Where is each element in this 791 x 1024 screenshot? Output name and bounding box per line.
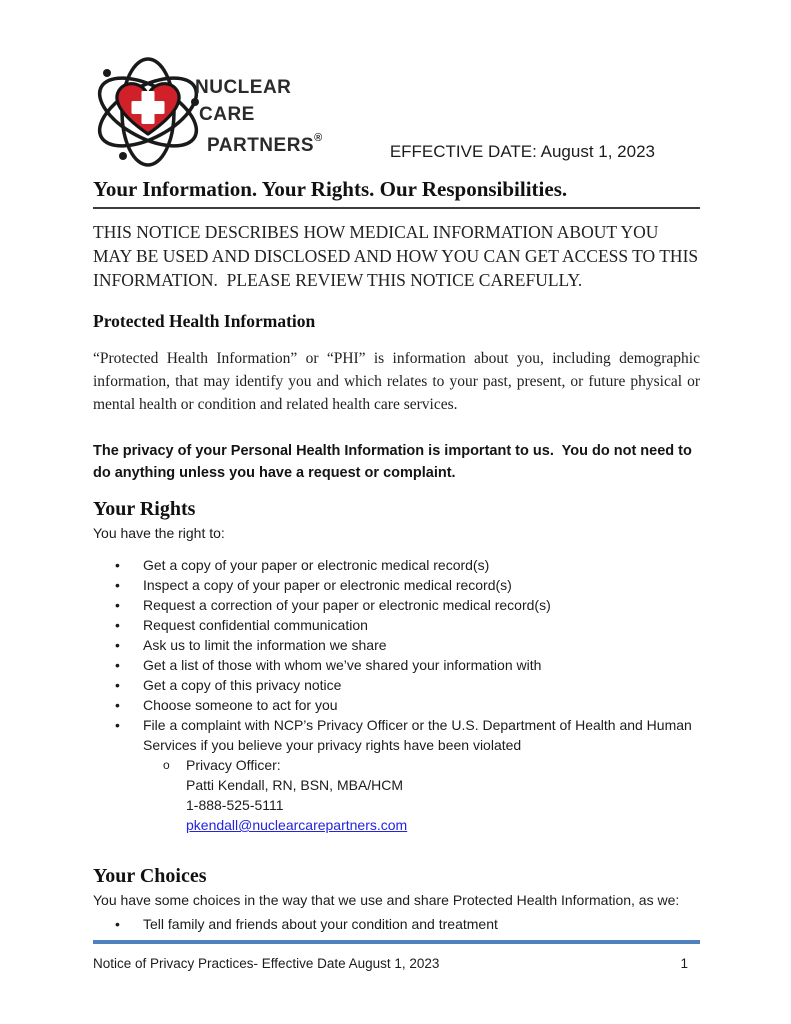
list-item: • Ask us to limit the information we share bbox=[115, 637, 387, 653]
nuclear-care-partners-logo bbox=[93, 55, 203, 168]
your-rights-heading: Your Rights bbox=[93, 498, 196, 520]
your-rights-list bbox=[93, 555, 700, 755]
list-item: • Request a correction of your paper or electronic medical record(s) bbox=[115, 597, 551, 613]
phi-paragraph: “Protected Health Information” or “PHI” is information about you, including demographic information, that may identify you and which relates to your past, present, or future physical or mental health or condition and related health care services. bbox=[93, 350, 700, 413]
list-item: • Get a copy of this privacy notice bbox=[115, 677, 342, 693]
sub-bullet-icon: o bbox=[163, 758, 170, 772]
bullet-icon: • bbox=[115, 717, 120, 733]
bullet-icon: • bbox=[115, 617, 120, 633]
privacy-officer-block bbox=[93, 755, 700, 835]
your-rights-intro: You have the right to: bbox=[93, 525, 225, 541]
brand-line-1: nuclear bbox=[195, 69, 292, 99]
your-choices-intro: You have some choices in the way that we use and share Protected Health Information, as we: bbox=[93, 892, 680, 908]
brand-line-3: partners® bbox=[207, 127, 323, 157]
page-number: 1 bbox=[680, 956, 688, 971]
effective-date: EFFECTIVE DATE: August 1, 2023 bbox=[389, 142, 655, 161]
list-item: • File a complaint with NCP’s Privacy Officer or the U.S. Department of Health and Human Services if you believe your privacy rights have been violated bbox=[115, 717, 692, 753]
page-title: Your Information. Your Rights. Our Responsibilities. bbox=[93, 176, 700, 209]
bullet-icon: • bbox=[115, 597, 120, 613]
privacy-officer-email-link[interactable]: pkendall@nuclearcarepartners.com bbox=[186, 817, 408, 833]
list-item: • Get a copy of your paper or electronic medical record(s) bbox=[115, 557, 490, 573]
footer-divider bbox=[93, 940, 700, 944]
page-footer bbox=[93, 940, 700, 971]
bullet-icon: • bbox=[115, 657, 120, 673]
brand bbox=[93, 55, 322, 168]
list-item: • Request confidential communication bbox=[115, 617, 368, 633]
list-item: • Tell family and friends about your condition and treatment bbox=[115, 916, 498, 932]
bullet-icon: • bbox=[115, 677, 120, 693]
registered-trademark: ® bbox=[314, 132, 323, 144]
hipaa-notice-statement: THIS NOTICE DESCRIBES HOW MEDICAL INFORMATION ABOUT YOU MAY BE USED AND DISCLOSED AND HOW YOU CAN GET ACCESS TO THIS INFORMATION. PLEASE REVIEW THIS NOTICE CAREFULLY. bbox=[93, 222, 703, 290]
list-item: • Inspect a copy of your paper or electronic medical record(s) bbox=[115, 577, 512, 593]
bullet-icon: • bbox=[115, 577, 120, 593]
brand-wordmark bbox=[195, 71, 322, 156]
bullet-icon: • bbox=[115, 697, 120, 713]
bullet-icon: • bbox=[115, 916, 120, 932]
document-header bbox=[93, 55, 700, 168]
bullet-icon: • bbox=[115, 637, 120, 653]
privacy-note: The privacy of your Personal Health Information is important to us. You do not need to do anything unless you have a request or complaint. bbox=[93, 443, 696, 481]
privacy-officer-phone: 1-888-525-5111 bbox=[186, 797, 284, 813]
phi-heading: Protected Health Information bbox=[93, 311, 316, 331]
brand-line-2: care bbox=[199, 96, 255, 126]
your-choices-heading: Your Choices bbox=[93, 865, 207, 887]
privacy-officer-name: Patti Kendall, RN, BSN, MBA/HCM bbox=[186, 777, 404, 793]
privacy-officer-label: Privacy Officer: bbox=[186, 757, 281, 773]
bullet-icon: • bbox=[115, 557, 120, 573]
footer-text: Notice of Privacy Practices- Effective Date August 1, 2023 bbox=[93, 956, 440, 971]
list-item: • Choose someone to act for you bbox=[115, 697, 338, 713]
your-choices-list bbox=[93, 914, 700, 934]
list-item: • Get a list of those with whom we’ve shared your information with bbox=[115, 657, 542, 673]
